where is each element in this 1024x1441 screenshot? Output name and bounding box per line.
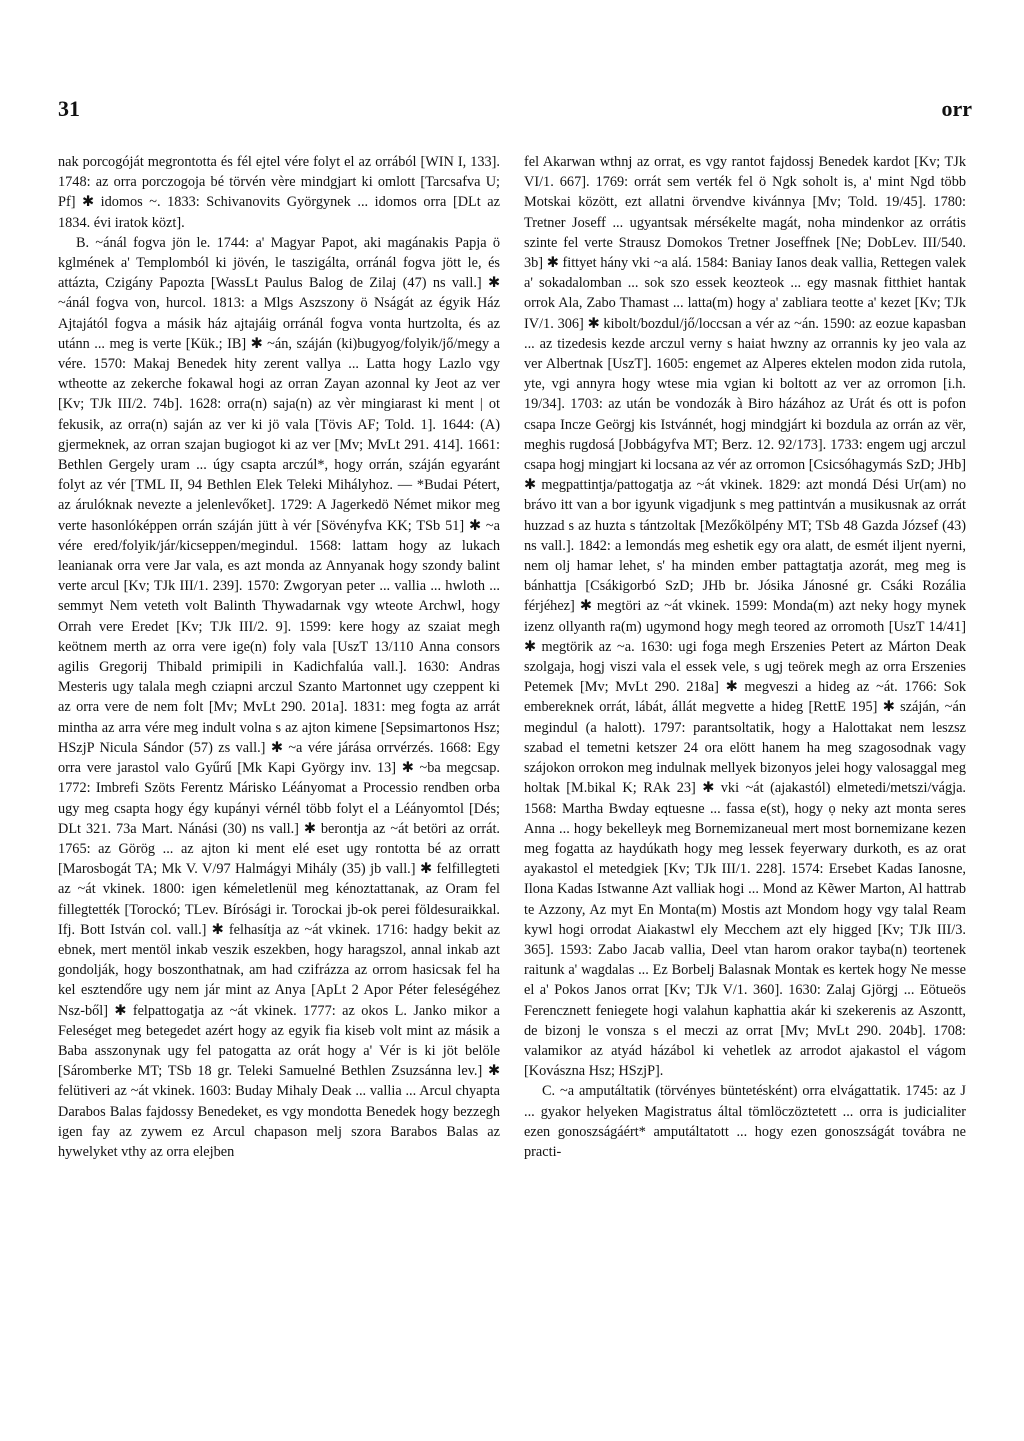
running-headword: orr xyxy=(941,96,972,121)
left-column xyxy=(58,152,500,1162)
right-column xyxy=(524,152,966,1162)
page-number: 31 xyxy=(58,96,80,121)
right-column-paragraph-1: fel Akarwan wthnj az orrat, es vgy rantot fajdossj Benedek kardot [Kv; TJk VI/1. 667]. 1769: orrát sem verték fel ö Ngk soholt is, a' mint Ngd több Motskai között, ezt allatni örvendve kivánnya [Mv; Told. 19/45]. 1780: Tretner Joseff ... ugyantsak mérsékelte magát, noha mindenkor az orrátis szinte fel verte Strausz Domokos Tretner Joseffnek [Ne; DobLev. III/540. 3b] ✱ fittyet hány vki ~a alá. 1584: Baniay Ianos deak vallia, Rettegen valek a' sokadalomban ... sok szo essek keozteok ... egy masnak fitthiet hantak orrok Ala, Zabo Thamast ... latta(m) hogy a' zabliara teotte a' kezet [Kv; TJk IV/1. 306] ✱ kibolt/bozdul/jő/loccsan a vér az ~án. 1590: az eozue kapasban ... az tizedesis kezde arczul verny s haiat hwzny az orrannis ky jeo vala az ver Albertnak [UszT]. 1605: engemet az Alperes ektelen modon zida rutola, yte, vgi annyra hogy wtese mia vgian ki boltott az ver az orromon [i.h. 19/34]. 1703: az után be vondozák à Biro házához az Urát és ott is pofon csapa Incze Geörgj kis Istvánnét, hogj mindgjárt ki bozdula az orrán az vër, meghis rugdosá [Jobbágyfva MT; Berz. 12. 92/173]. 1733: engem ugj arczul csapa hogj mingjart ki locsana az vér az orromon [Csicsóhagymás SzD; JHb] ✱ megpattintja/pattogatja az ~át vkinek. 1829: azt mondá Dési Ur(am) no brávo itt van a bor igyunk vigadjunk s meg pattintván a musikusnak az orrát huzzad s az huzta s tántzoltak [Mezőkölpény MT; TSb 48 Gazda József (43) ns vall.]. 1842: a lemondás meg eshetik egy ora alatt, de esmét iljent nyerni, nem olj hamar lehet, s' ha minden ember pattagtatja azorát, meg meg is bánhattja [Csákigorbó SzD; JHb br. Jósika Jánosné gr. Csáki Rozália férjéhez] ✱ megtöri az ~át vkinek. 1599: Monda(m) azt neky hogy mynek izenz ollyanth ra(m) ugymond hogy megh teored az orromoth [UszT 14/41] ✱ megtörik az ~a. 1630: ugi foga megh Erszenies Petert az Márton Deak szolgaja, hogj viszi vala el essek vele, s ugj teörek megh az orra Erszenies Petemek [Mv; MvLt 290. 218a] ✱ megveszi a hideg az ~át. 1766: Sok embereknek orrát, lábát, állát megvette a hideg [RettE 195] ✱ száján, ~án megindul (a halott). 1797: parantsoltatik, hogy a Halottakat nem leszsz szabad el temetni ketszer 24 ora elött hanem ha meg szagosodnak vagy szájokon orrokon meg indulnak mellyek bizonyos jelei hogy valosaggal meg holtak [M.bikal K; RAk 23] ✱ vki ~át (ajakastól) elmetedi/metszi/vágja. 1568: Martha Bwday eqtuesne ... fassa e(st), hogy ọ neky azt monta seres Anna ... hogy bekelleyk meg Bornemizaneual mert most bornemizane kezen meg fogatta az haydúkath hogy meg lessek feyerwary durkoth, es az orat ayakastol el metedgiek [Kv; TJk III/1. 228]. 1574: Ersebet Kadas Ianosne, Ilona Kadas Istwanne Azt valliak hogi ... Mond az Kẽwer Marton, Al hattrab te Azzony, Az myt En Monta(m) Mostis azt Mondom hogy vgy talal Ream kywl hogi orrodat Aiakastwl ely Mecchem azt ely higged [Kv; TJk III/3. 365]. 1593: Zabo Jacab vallia, Deel vtan harom orakor tayba(n) teortenek raitunk a' wagdalas ... Ez Borbelj Balasnak Montak es kertek hogy Ne messe el a' Pokos Janos orrat [Kv; TJk V/1. 360]. 1630: Zalaj Gjörgj ... Eötueös Ferencznett feniegete hogi valahun kaphattia akár ki szekerenis az Aszontt, de bizonj le vonsza s el meczi az orrat [Mv; MvLt 290. 204b]. 1708: valamikor az atyád házábol ki vehetlek az arrodot ajakastol el vágom [Kovászna Hsz; HSzjP]. xyxy=(524,154,966,1080)
right-column-paragraph-2: C. ~a amputáltatik (törvényes büntetésként) orra elvágattatik. 1745: az J ... gyakor helyeken Magistratus által tömlöczöztetett ... orra is judicialiter ezen gonoszságáért* amputáltatott ... hogy ezen gonoszságát továbra ne practi- xyxy=(524,1083,966,1160)
page-header xyxy=(58,96,972,126)
left-column-paragraph-2: B. ~ánál fogva jön le. 1744: a' Magyar Papot, aki magánakis Papja ö kglmének a' Templomból ki jövén, le taszigálta, orránál fogva jött le, és attázta, Czigány Papozta [WassLt Paulus Balog de Zilaj (47) ns vall.] ✱ ~ánál fogva von, hurcol. 1813: a Mlgs Aszszony ö Nságát az égyik Ház Ajtajától fogva a másik ház ajtajáig orránál fogva vonta hurtzolta, és az utánn ... meg is verte [Kük.; IB] ✱ ~án, száján (ki)bugyog/folyik/jő/megy a vére. 1570: Makaj Benedek hity zerent vallya ... Latta hogy Lazlo vgy wtheotte az zekerche fokawal hogi az orran Zayan azonnal ky Jeot az ver [Kv; TJk III/2. 74b]. 1628: orra(n) saja(n) az vèr mingiarast ki ment | ot fekusik, az orra(n) saján az ver ki jö vala [Tövis AF; Told. 1]. 1644: (A) gjermeknek, az orran szajan bugiogot ki az ver [Mv; MvLt 291. 414]. 1661: Bethlen Gergely uram ... úgy csapta arczúl*, hogy orrán, száján egyaránt folyt az vér [TML II, 94 Bethlen Elek Teleki Mihályhoz. — *Budai Pétert, az árulóknak nevezte a jelenlevőket]. 1729: A Jagerkedö Német mikor meg verte hasonlóképpen orrán száján jütt à vér [Sövényfva KK; TSb 51] ✱ ~a vére ered/folyik/jár/kicseppen/megindul. 1568: lattam hogy az lukach leanianak orra vere Jar vala, es azt monda az Annyanak hogy szondy balint verte arcul [Kv; TJk III/1. 239]. 1570: Zwgoryan peter ... vallia ... hwloth ... semmyt Nem veteth volt Balinth Thywadarnak vgy wteote Archwl, hogy Orrah vere Eredet [Kv; TJk III/2. 9]. 1599: kere hogy az szaiat megh keötnem merth az orra vere ige(n) foly vala [UszT 13/110 Anna consors agilis Gregorij Thibald primipili in Kadichfalúa vall.]. 1630: Andras Mesteris ugy talala megh cziapni arczul Szanto Martonnet ugy czeppent ki az orra vere de nem folt [Mv; MvLt 290. 201a]. 1831: meg fogta az arrát mintha az arra vére meg indult volna s az ajton kimene [Sepsimartonos Hsz; HSzjP Nicula Sándor (57) zs vall.] ✱ ~a vére járása orrvérzés. 1668: Egy orra vere jarastol valo Gyűrű [Mk Kapi György inv. 13] ✱ ~ba megcsap. 1772: Imbrefi Szöts Ferentz Márisko Léányomat a Processio rendben orba ugy meg csapta hogy égy kupányi vérnél több folyt el a Léányomtol [Dés; DLt 321. 73a Mart. Nánási (30) ns vall.] ✱ berontja az ~át betöri az orrát. 1765: az Görög ... az ajton ki ment elé eset ugy rontotta bé az orratt [Marosbogát TA; Mk V. V/97 Halmágyi Mihály (35) jb vall.] ✱ felfillegteti az ~át vkinek. 1800: igen kémeletlenül meg kénoztattanak, az Oram fel fillegtették [Torockó; TLev. Bírósági ir. Torockai jb-ok perei földesuraikkal. Ifj. Bott István col. vall.] ✱ felhasítja az ~át vkinek. 1716: hadgy bekit az ebnek, mert mentöl inkab veszik eszekben, hogy haragszol, annal inkab azt gondolják, hogy boszonthatnak, am had czifrázza az orrom hasicsak fel ha kel esztendőre ugy nem jár mint az Anya [ApLt 2 Apor Péter feleségéhez Nsz-ből] ✱ felpattogatja az ~át vkinek. 1777: az okos L. Janko mikor a Feleséget meg betegedet azért hogy az egyik fia kiseb volt mint az másik a Baba asszonynak ugy fel patogatta az orát hogy a' Vér is ki jöt belöle [Sáromberke MT; TSb 18 gr. Teleki Samuelné Bethlen Zsuzsánna lev.] ✱ felütiveri az ~át vkinek. 1603: Buday Mihaly Deak ... vallia ... Arcul chyapta Darabos Balas fajdossy Benedeket, es vgy mondotta Benedek hogy bezzegh igen fay az zywem ez Arcul chapason melj szora Barabos Balas az hywelyket vthy az orra elejben xyxy=(58,234,500,1160)
left-column-paragraph-1: nak porcogóját megrontotta és fél ejtel vére folyt el az orrából [WIN I, 133]. 1748: az orra porczogoja bé törvén vère mindgjart ki omlott [Tarcsafva U; Pf] ✱ idomos ~. 1833: Schivanovits Györgynek ... idomos orra [DLt az 1834. évi iratok közt]. xyxy=(58,154,500,231)
